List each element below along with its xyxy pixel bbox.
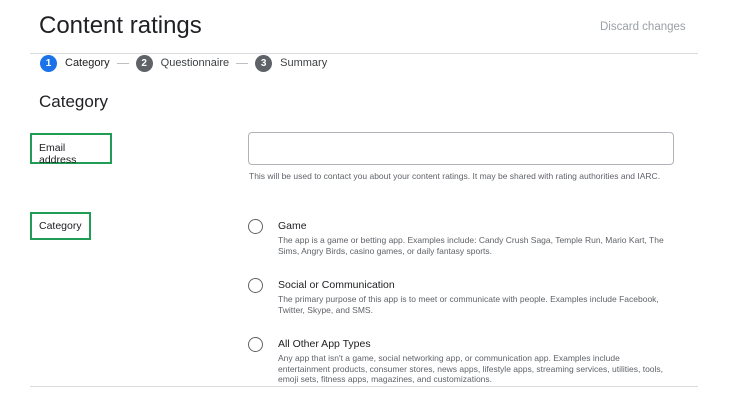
category-option-game[interactable]	[248, 219, 668, 259]
page-title: Content ratings	[39, 12, 202, 39]
step-number-badge: 1	[40, 55, 57, 72]
step-label: Summary	[280, 57, 328, 69]
step-number-badge: 3	[255, 55, 272, 72]
section-heading: Category	[39, 92, 108, 111]
step-connector	[117, 63, 129, 64]
discard-changes-button[interactable]: Discard changes	[600, 21, 686, 33]
radio-button[interactable]	[248, 219, 263, 234]
email-help-text: This will be used to contact you about your content ratings. It may be shared with rating authorities and IARC.	[249, 171, 661, 181]
category-option-other[interactable]	[248, 337, 668, 387]
option-description: The app is a game or betting app. Examples include: Candy Crush Saga, Temple Run, Mario Kart, The Sims, Angry Birds, casino games, or daily fantasy sports.	[278, 235, 664, 256]
step-label: Questionnaire	[160, 57, 230, 69]
radio-button[interactable]	[248, 278, 263, 293]
option-description: The primary purpose of this app is to meet or communicate with people. Examples include Facebook, Twitter, Skype, and SMS.	[278, 294, 659, 315]
category-option-social[interactable]	[248, 278, 668, 318]
email-address-label: Email address	[30, 133, 112, 164]
option-description: Any app that isn't a game, social networking app, or communication app. Examples include entertainment products, consumer stores, news apps, lifestyle apps, streaming services, utilities, tools, emoji sets, fitness apps, magazines, and customizations.	[278, 353, 664, 384]
step-questionnaire[interactable]	[136, 55, 230, 72]
bottom-divider	[30, 386, 698, 387]
option-title: All Other App Types	[278, 338, 371, 350]
step-category[interactable]	[40, 55, 110, 72]
email-input[interactable]	[248, 132, 674, 165]
category-label: Category	[30, 212, 91, 240]
option-title: Social or Communication	[278, 279, 395, 291]
option-title: Game	[278, 220, 307, 232]
step-connector	[236, 63, 248, 64]
radio-button[interactable]	[248, 337, 263, 352]
stepper	[40, 54, 327, 72]
step-label: Category	[65, 57, 110, 69]
step-number-badge: 2	[136, 55, 153, 72]
step-summary[interactable]	[255, 55, 327, 72]
